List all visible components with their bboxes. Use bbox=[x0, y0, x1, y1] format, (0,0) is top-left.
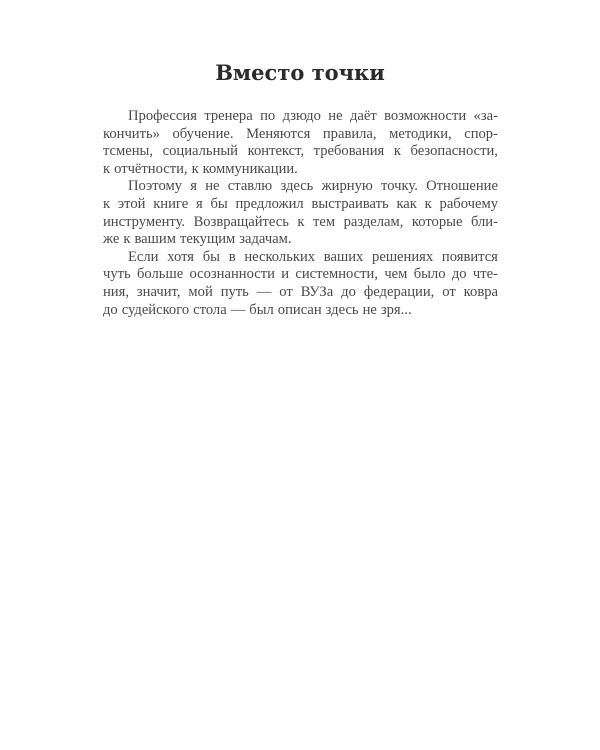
page-title: Вместо точки bbox=[215, 60, 385, 85]
text-line: Профессия тренера по дзюдо не даёт возможности «за- bbox=[128, 108, 498, 124]
text-line: инструменту. Возвращайтесь к тем разделам, которые бли- bbox=[103, 213, 498, 230]
text-line: чуть больше осознанности и системности, чем было до чте- bbox=[103, 266, 498, 283]
text-line: Если хотя бы в нескольких ваших решениях появится bbox=[128, 248, 498, 265]
text-line: же к вашим текущим задачам. bbox=[103, 231, 292, 248]
text-line: кончить» обучение. Меняются правила, методики, спор- bbox=[103, 125, 498, 142]
text-line: к отчётности, к коммуникации. bbox=[103, 160, 298, 177]
text-line: Поэтому я не ставлю здесь жирную точку. Отношение bbox=[128, 178, 498, 195]
body-text bbox=[103, 108, 498, 319]
text-line: к этой книге я бы предложил выстраивать как к рабочему bbox=[103, 195, 498, 212]
text-line: до судейского стола — был описан здесь не зря... bbox=[103, 301, 412, 318]
text-line: ния, значит, мой путь — от ВУЗа до федерации, от ковра bbox=[103, 283, 498, 300]
text-line: тсмены, социальный контекст, требования к безопасности, bbox=[103, 143, 498, 160]
